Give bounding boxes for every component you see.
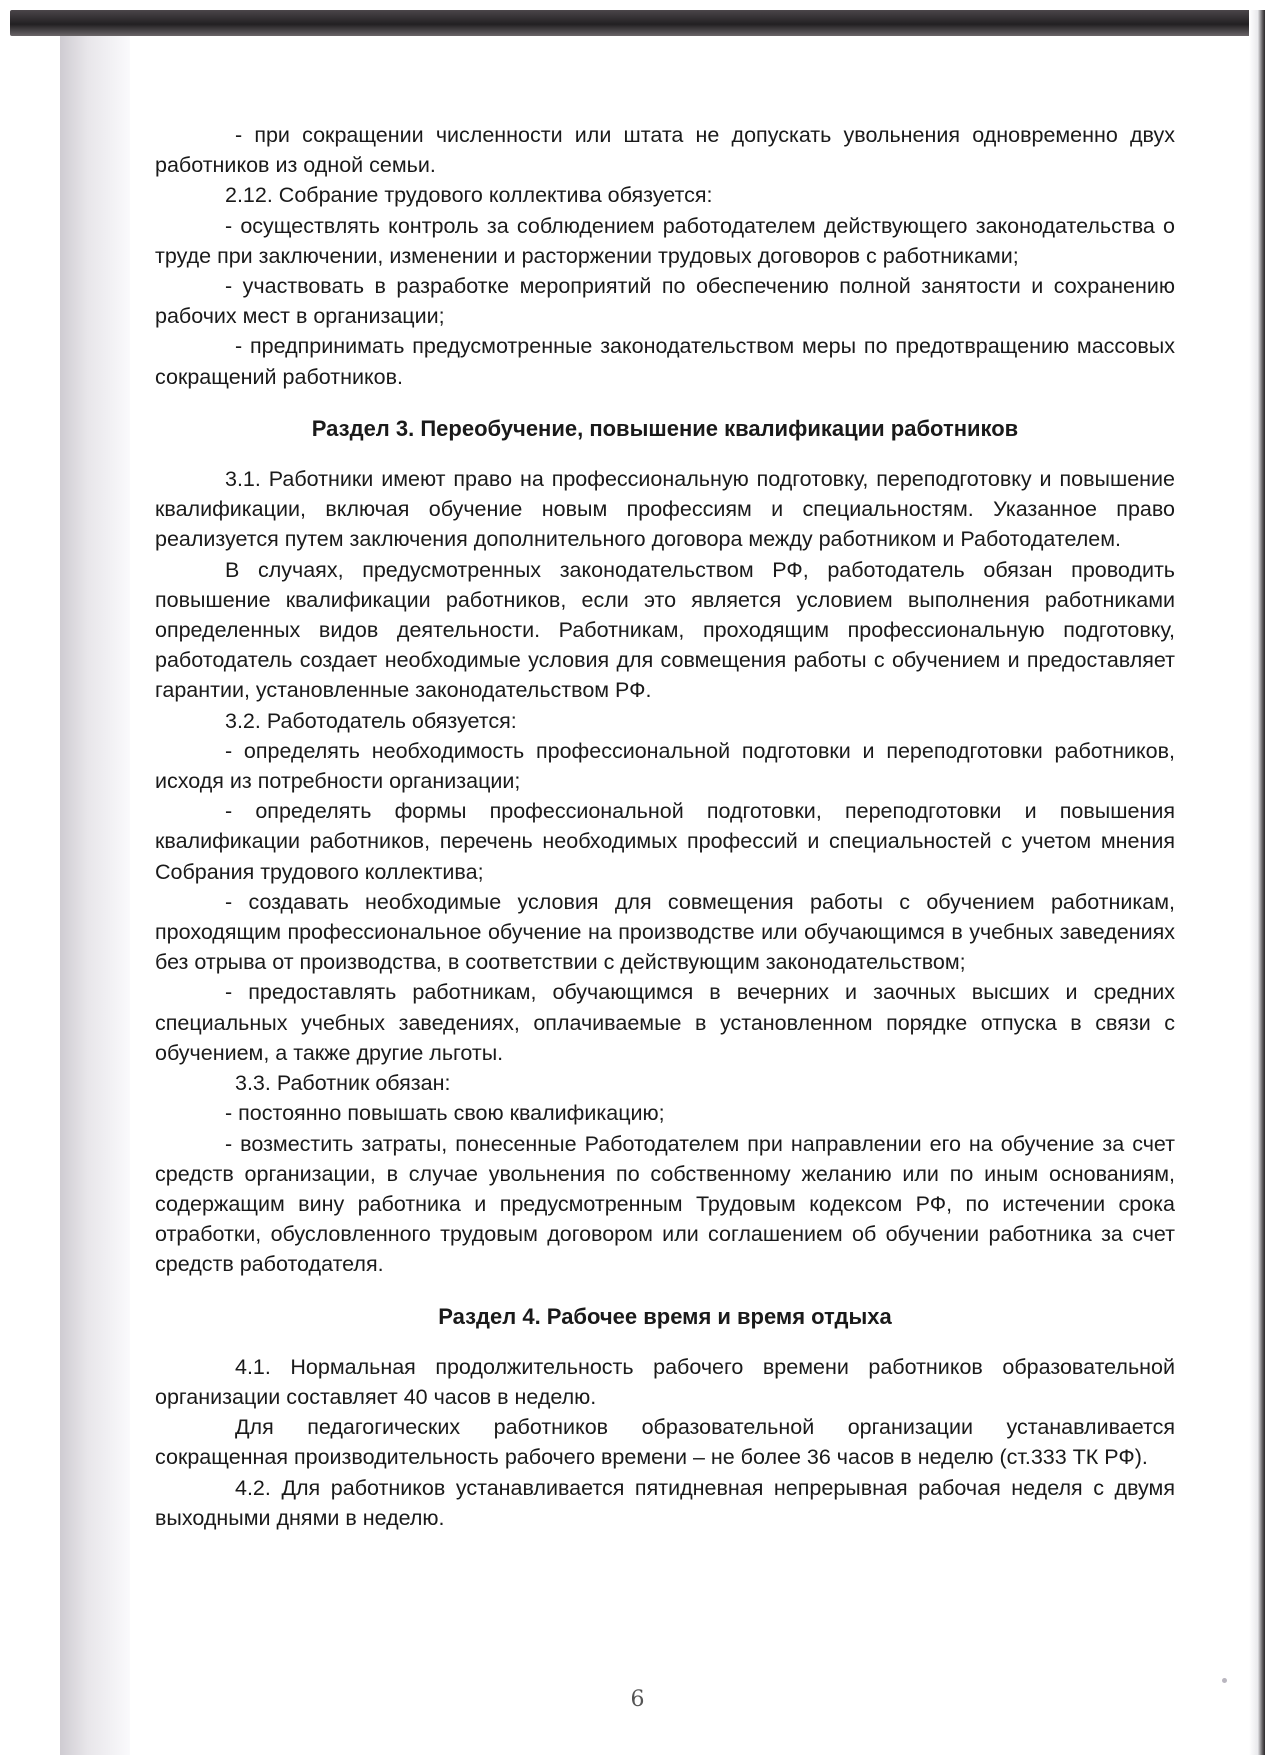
paragraph: - предоставлять работникам, обучающимся в вечерних и заочных высших и средних специальных учебных заведениях, оплачиваемые в установленном порядке отпуска в связи с обучением, а также другие льготы. [155, 980, 1175, 1065]
document-page [155, 120, 1175, 1533]
paragraph: - участвовать в разработке мероприятий по обеспечению полной занятости и сохранению рабочих мест в организации; [155, 274, 1175, 329]
scan-binding-shadow [60, 36, 130, 1755]
paragraph: 4.2. Для работников устанавливается пятидневная непрерывная рабочая неделя с двумя выходными днями в неделю. [155, 1475, 1175, 1530]
paragraph: 3.2. Работодатель обязуется: [225, 708, 517, 733]
paragraph: - возместить затраты, понесенные Работодателем при направлении его на обучение за счет средств организации, в случае увольнения по собственному желанию или по иным основаниям, содержащим вину работника и предусмотренным Трудовым кодексом РФ, по истечении срока отработки, обусловленного трудовым договором или соглашением об обучении работника за счет средств работодателя. [155, 1131, 1175, 1277]
paragraph: - создавать необходимые условия для совмещения работы с обучением работникам, проходящим профессиональное обучение на производстве или обучающимся в учебных заведениях без отрыва от производства, в соответствии с действующим законодательством; [155, 889, 1175, 975]
paragraph: 4.1. Нормальная продолжительность рабочего времени работников образовательной организации составляет 40 часов в неделю. [155, 1354, 1175, 1409]
page-number: 6 [630, 1687, 645, 1712]
paragraph: - осуществлять контроль за соблюдением работодателем действующего законодательства о труде при заключении, изменении и расторжении трудовых договоров с работниками; [155, 213, 1175, 268]
paragraph: Для педагогических работников образовательной организации устанавливается сокращенная производительность рабочего времени – не более 36 часов в неделю (ст.333 ТК РФ). [155, 1415, 1175, 1470]
scan-speck [1222, 1678, 1227, 1683]
scan-top-edge [10, 10, 1265, 36]
scan-left-margin [10, 36, 60, 1755]
scan-right-edge [1249, 10, 1265, 1755]
paragraph: - определять необходимость профессиональной подготовки и переподготовки работников, исходя из потребности организации; [155, 738, 1175, 794]
paragraph: 3.1. Работники имеют право на профессиональную подготовку, переподготовку и повышение квалификации, включая обучение новым профессиям и специальностям. Указанное право реализуется путем заключения дополнительного договора между работником и Работодателем. [155, 467, 1175, 552]
paragraph: - предпринимать предусмотренные законодательством меры по предотвращению массовых сокращений работников. [155, 334, 1175, 389]
paragraph: В случаях, предусмотренных законодательством РФ, работодатель обязан проводить повышение квалификации работников, если это является условием выполнения работниками определенных видов деятельности. Работникам, проходящим профессиональную подготовку, работодатель создает необходимые условия для совмещения работы с обучением и предоставляет гарантии, установленные законодательством РФ. [155, 557, 1175, 703]
paragraph: - определять формы профессиональной подготовки, переподготовки и повышения квалификации работников, перечень необходимых профессий и специальностей с учетом мнения Собрания трудового коллектива; [155, 799, 1175, 884]
section-heading-3: Раздел 3. Переобучение, повышение квалификации работников [311, 415, 1019, 441]
section-heading-4: Раздел 4. Рабочее время и время отдыха [438, 1303, 892, 1329]
paragraph: 3.3. Работник обязан: [235, 1071, 451, 1096]
paragraph: 2.12. Собрание трудового коллектива обязуется: [225, 183, 713, 208]
paragraph: - постоянно повышать свою квалификацию; [225, 1101, 665, 1126]
paragraph: - при сокращении численности или штата не допускать увольнения одновременно двух работников из одной семьи. [155, 123, 1175, 178]
